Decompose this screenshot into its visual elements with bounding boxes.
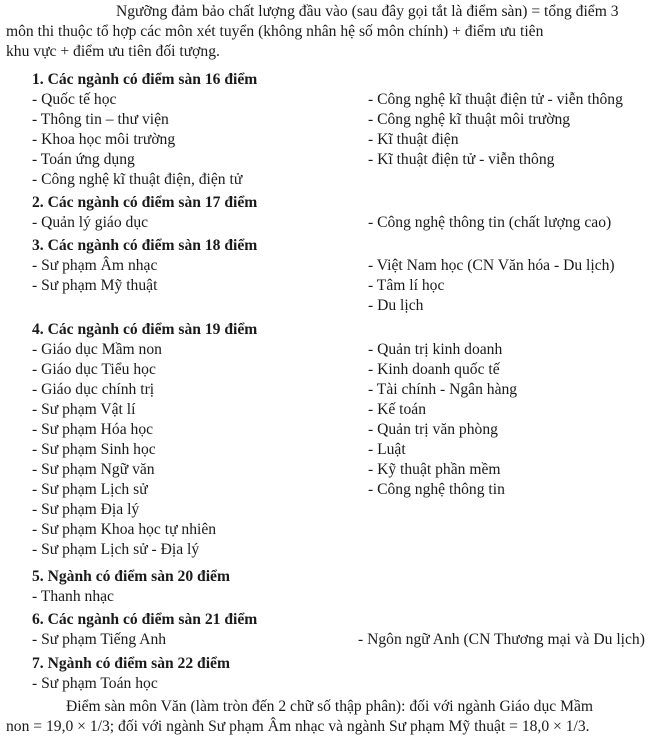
list-item: - Toán ứng dụng bbox=[32, 151, 135, 168]
footer-note bbox=[6, 697, 658, 737]
footer-line: non = 19,0 × 1/3; đối với ngành Sư phạm Âm nhạc và ngành Sư phạm Mỹ thuật = 18,0 × 1/3. bbox=[6, 718, 590, 735]
list-item: - Tài chính - Ngân hàng bbox=[368, 381, 518, 398]
section-columns bbox=[32, 213, 662, 233]
list-item: - Sư phạm Vật lí bbox=[32, 401, 136, 418]
section-heading: 5. Ngành có điểm sàn 20 điểm bbox=[32, 568, 230, 585]
list-item: - Quốc tế học bbox=[32, 91, 117, 108]
right-column bbox=[358, 630, 645, 650]
section-2 bbox=[32, 193, 662, 233]
section-heading: 4. Các ngành có điểm sàn 19 điểm bbox=[32, 321, 258, 338]
list-item: - Sư phạm Lịch sử - Địa lý bbox=[32, 541, 200, 558]
list-item: - Kĩ thuật điện bbox=[368, 131, 459, 148]
intro-line: Ngưỡng đảm bảo chất lượng đầu vào (sau đây gọi tắt là điểm sàn) = tổng điểm 3 bbox=[116, 3, 619, 20]
list-item: - Tâm lí học bbox=[368, 277, 445, 294]
list-item: - Kĩ thuật điện tử - viễn thông bbox=[368, 151, 555, 168]
left-column bbox=[32, 630, 362, 650]
intro-line: môn thi thuộc tổ hợp các môn xét tuyển (không nhân hệ số môn chính) + điểm ưu tiên bbox=[6, 23, 544, 40]
section-columns bbox=[32, 90, 662, 190]
intro-paragraph bbox=[6, 2, 658, 62]
list-item: - Sư phạm Âm nhạc bbox=[32, 257, 158, 274]
list-item: - Công nghệ kĩ thuật môi trường bbox=[368, 111, 571, 128]
list-item: - Du lịch bbox=[368, 297, 424, 314]
footer-line: Điểm sàn môn Văn (làm tròn đến 2 chữ số thập phân): đối với ngành Giáo dục Mầm bbox=[66, 698, 594, 715]
section-3 bbox=[32, 236, 662, 314]
list-item: - Sư phạm Địa lý bbox=[32, 501, 140, 518]
list-item: - Giáo dục Tiểu học bbox=[32, 361, 156, 378]
list-item: - Sư phạm Sinh học bbox=[32, 441, 156, 458]
right-column bbox=[368, 90, 623, 170]
list-item: - Kỹ thuật phần mềm bbox=[368, 461, 501, 478]
right-column bbox=[368, 256, 615, 316]
section-columns bbox=[32, 340, 662, 560]
section-6 bbox=[32, 610, 662, 650]
section-4 bbox=[32, 320, 662, 560]
list-item: - Sư phạm Tiếng Anh bbox=[32, 631, 167, 648]
list-item: - Công nghệ kĩ thuật điện, điện tử bbox=[32, 171, 243, 188]
list-item: - Giáo dục chính trị bbox=[32, 381, 155, 398]
list-item: - Quản trị văn phòng bbox=[368, 421, 498, 438]
list-item: - Sư phạm Lịch sử bbox=[32, 481, 148, 498]
list-item: - Công nghệ thông tin bbox=[368, 481, 505, 498]
left-column bbox=[32, 674, 362, 694]
list-item: - Thông tin – thư viện bbox=[32, 111, 169, 128]
list-item: - Sư phạm Toán học bbox=[32, 675, 158, 692]
left-column bbox=[32, 213, 362, 233]
section-heading: 7. Ngành có điểm sàn 22 điểm bbox=[32, 655, 230, 672]
left-column bbox=[32, 340, 362, 560]
intro-line: khu vực + điểm ưu tiên đối tượng. bbox=[6, 43, 220, 60]
list-item: - Luật bbox=[368, 441, 406, 458]
section-5 bbox=[32, 567, 662, 607]
section-columns bbox=[32, 587, 662, 607]
left-column bbox=[32, 90, 362, 190]
left-column bbox=[32, 256, 362, 296]
list-item: - Thanh nhạc bbox=[32, 588, 114, 605]
right-column bbox=[368, 213, 611, 233]
list-item: - Kế toán bbox=[368, 401, 427, 418]
list-item: - Giáo dục Mầm non bbox=[32, 341, 162, 358]
list-item: - Sư phạm Hóa học bbox=[32, 421, 154, 438]
list-item: - Khoa học môi trường bbox=[32, 131, 176, 148]
section-1 bbox=[32, 70, 662, 190]
section-7 bbox=[32, 654, 662, 694]
list-item: - Việt Nam học (CN Văn hóa - Du lịch) bbox=[368, 257, 615, 274]
list-item: - Công nghệ thông tin (chất lượng cao) bbox=[368, 214, 612, 231]
section-heading: 1. Các ngành có điểm sàn 16 điểm bbox=[32, 71, 258, 88]
list-item: - Sư phạm Ngữ văn bbox=[32, 461, 155, 478]
section-heading: 6. Các ngành có điểm sàn 21 điểm bbox=[32, 611, 258, 628]
list-item: - Quản trị kinh doanh bbox=[368, 341, 503, 358]
right-column bbox=[368, 340, 517, 500]
section-heading: 3. Các ngành có điểm sàn 18 điểm bbox=[32, 237, 258, 254]
section-columns bbox=[32, 630, 662, 650]
list-item: - Công nghệ kĩ thuật điện tử - viễn thông bbox=[368, 91, 623, 108]
list-item: - Quản lý giáo dục bbox=[32, 214, 149, 231]
list-item: - Kinh doanh quốc tế bbox=[368, 361, 500, 378]
left-column bbox=[32, 587, 362, 607]
list-item: - Sư phạm Khoa học tự nhiên bbox=[32, 521, 217, 538]
list-item: - Ngôn ngữ Anh (CN Thương mại và Du lịch) bbox=[358, 631, 645, 648]
section-heading: 2. Các ngành có điểm sàn 17 điểm bbox=[32, 194, 258, 211]
list-item: - Sư phạm Mỹ thuật bbox=[32, 277, 158, 294]
section-columns bbox=[32, 256, 662, 314]
section-columns bbox=[32, 674, 662, 694]
